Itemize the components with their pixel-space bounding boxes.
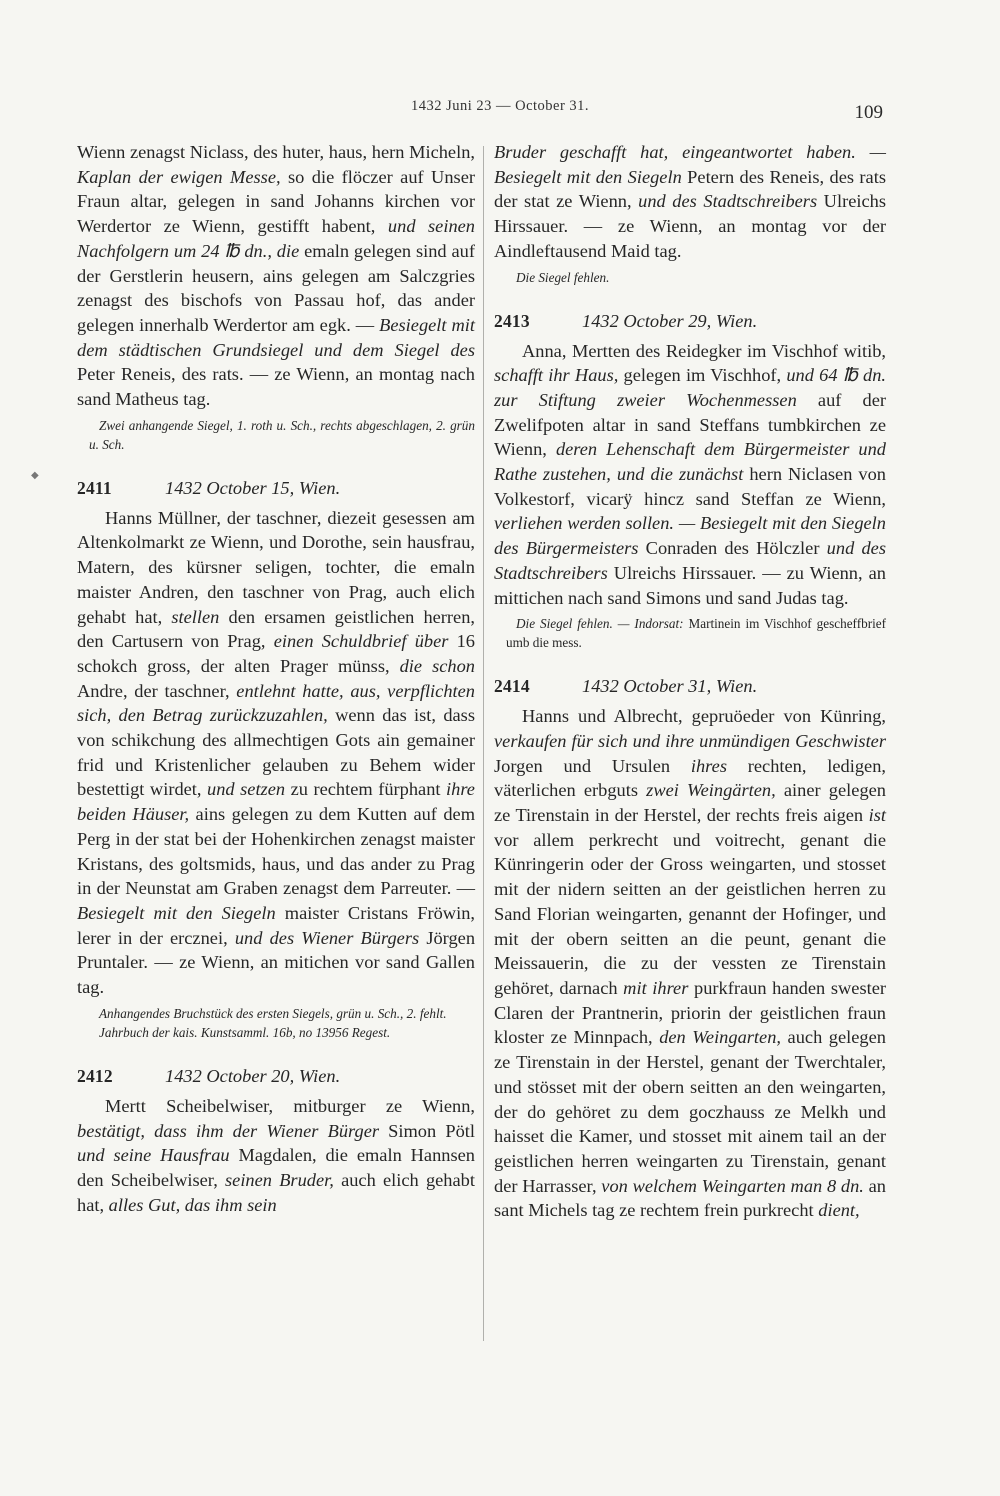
regest-heading-2412 bbox=[77, 1064, 475, 1088]
page-number: 109 bbox=[854, 102, 883, 123]
column-divider bbox=[483, 146, 484, 1341]
regest-date: 1432 October 31, Wien. bbox=[582, 676, 758, 697]
regest-number: 2412 bbox=[77, 1065, 113, 1086]
seal-note: Anhangendes Bruchstück des ersten Siegels, grün u. Sch., 2. fehlt. bbox=[99, 1005, 447, 1021]
right-column bbox=[494, 140, 886, 1223]
regest-text-2412: Mertt Scheibelwiser, mitburger ze Wienn, bestätigt, dass ihm der Wiener Bürger Simon Pötl und seine Hausfrau Magdalen, die emaln Hannsen den Scheibelwiser, seinen Bruder, auch elich gehabt hat, alles Gut, das ihm sein bbox=[77, 1095, 475, 1215]
regest-text-2414: Hanns und Albrecht, gepruöeder von Künring, verkaufen für sich und ihre unmündigen Geschwister Jorgen und Ursulen ihres rechten, ledigen, väterlichen erbguts zwei Weingärten, ainer gelegen ze Tirenstain in der Herstel, der rechts freis aigen ist vor allem perkrecht und voitrecht, genant die Künringerin oder der Gross weingarten, und stosset mit der nidern seitten an der geistlichen herren zu Sand Florian weingarten, genannt der Hofinger, und mit der obern seitten an die peunt, genant die Meissauerin, die zu der vessten ze Tirenstain gehöret, darnach mit ihrer purkfraun handen swester Claren der Prantnerin, priorin der geistlichen fraun kloster ze Minnpach, den Weingarten, auch gelegen ze Tirenstain in der Herstel, genant der Twerchtaler, und stösset mit der obern seitten an den weingarten, der do gehöret zu dem goczhauss ze Melkh und haisset die Kamer, und stosset mit ainem tail an der geistlichen herren weingarten zu Tirenstain, genant der Harrasser, von welchem Weingarten man 8 dn. an sant Michels tag ze rechtem frein purkrecht dient, bbox=[494, 706, 886, 1221]
regest-heading-2413 bbox=[494, 309, 886, 333]
continued-regest-text: Bruder geschafft hat, eingeantwortet haben. — Besiegelt mit den Siegeln Petern des Reneis, des rats der stat ze Wienn, und des Stadtschreibers Ulreichs Hirssauer. — ze Wienn, an montag vor der Aindleftausend Maid tag. bbox=[494, 142, 886, 261]
regest-number: 2411 bbox=[77, 477, 112, 498]
regest-number: 2413 bbox=[494, 310, 530, 331]
literature-note: Jahrbuch der kais. Kunstsamml. 16b, no 13956 Regest. bbox=[99, 1024, 391, 1040]
regest-text-2413: Anna, Mertten des Reidegker im Vischhof witib, schafft ihr Haus, gelegen im Vischhof, und 64 ℔ dn. zur Stiftung zweier Wochenmessen auf der Zwelifpoten altar in sand Steffans tumbkirchen ze Wienn, deren Lehenschaft dem Bürgermeister und Rathe zustehen, und die zunächst hern Niclasen von Volkestorf, vicarÿ hincz sand Steffan ze Wienn, verliehen werden sollen. — Besiegelt mit den Siegeln des Bürgermeisters Conraden des Hölczler und des Stadtschreibers Ulreichs Hirssauer. — zu Wienn, an mittichen nach sand Simons und sand Judas tag. bbox=[494, 340, 886, 608]
continued-regest-text: Wienn zenagst Niclass, des huter, haus, hern Micheln, Kaplan der ewigen Messe, so die flöczer auf Unser Fraun altar, gelegen in sand Johanns kirchen vor Werdertor ze Wienn, gestifft habent, und seinen Nachfolgern um 24 ℔ dn., die emaln gelegen sind auf der Gerstlerin heusern, ains gelegen am Salczgries zenagst des bischofs von Passau hof, das ander gelegen innerhalb Werdertor am egk. — Besiegelt mit dem städtischen Grundsiegel und dem Siegel des Peter Reneis, des rats. — ze Wienn, an montag nach sand Matheus tag. bbox=[77, 142, 476, 410]
seal-note: Zwei anhangende Siegel, 1. roth u. Sch., rechts abgeschlagen, 2. grün u. Sch. bbox=[89, 417, 475, 452]
regest-heading-2411 bbox=[77, 476, 475, 500]
seal-note: Die Siegel fehlen. bbox=[516, 269, 610, 285]
regest-text-2411: Hanns Müllner, der taschner, diezeit gesessen am Altenkolmarkt ze Wienn, und Dorothe, sein hausfrau, Matern, des kürsner seligen, tochter, die emaln maister Andren, den taschner von Prag, auch elich gehabt hat, stellen den ersamen geistlichen herren, den Cartusern von Prag, einen Schuldbrief über 16 schokch gross, der alten Prager münss, die schon Andre, der taschner, entlehnt hatte, aus, verpflichten sich, den Betrag zurückzuzahlen, wenn das ist, dass von schikchung des allmechtigen Gots ain gemainer frid und Kristenlicher gelauben zu Behem wider bestettigt wirdet, und setzen zu rechtem fürphant ihre beiden Häuser, ains gelegen zu dem Kutten auf dem Perg in der stat bei der Hohenkirchen zenagst maister Kristans, des goltsmids, haus, und das ander zu Prag in der Neunstat am Graben zenagst dem Parreuter. — Besiegelt mit den Siegeln maister Cristans Fröwin, lerer in der ercznei, und des Wiener Bürgers Jörgen Pruntaler. — ze Wienn, an mitichen vor sand Gallen tag. bbox=[77, 507, 476, 998]
regest-date: 1432 October 15, Wien. bbox=[165, 477, 341, 498]
regest-heading-2414 bbox=[494, 674, 886, 698]
endorsement-note: Die Siegel fehlen. — Indorsat: Martinein im Vischhof gescheffbrief umb die mess. bbox=[506, 616, 886, 651]
running-head: 1432 Juni 23 — October 31. bbox=[410, 98, 590, 114]
regest-date: 1432 October 20, Wien. bbox=[165, 1065, 341, 1086]
regest-date: 1432 October 29, Wien. bbox=[582, 310, 758, 331]
regest-number: 2414 bbox=[494, 676, 530, 697]
left-column bbox=[77, 140, 475, 1217]
margin-mark: ◆ bbox=[31, 470, 39, 481]
